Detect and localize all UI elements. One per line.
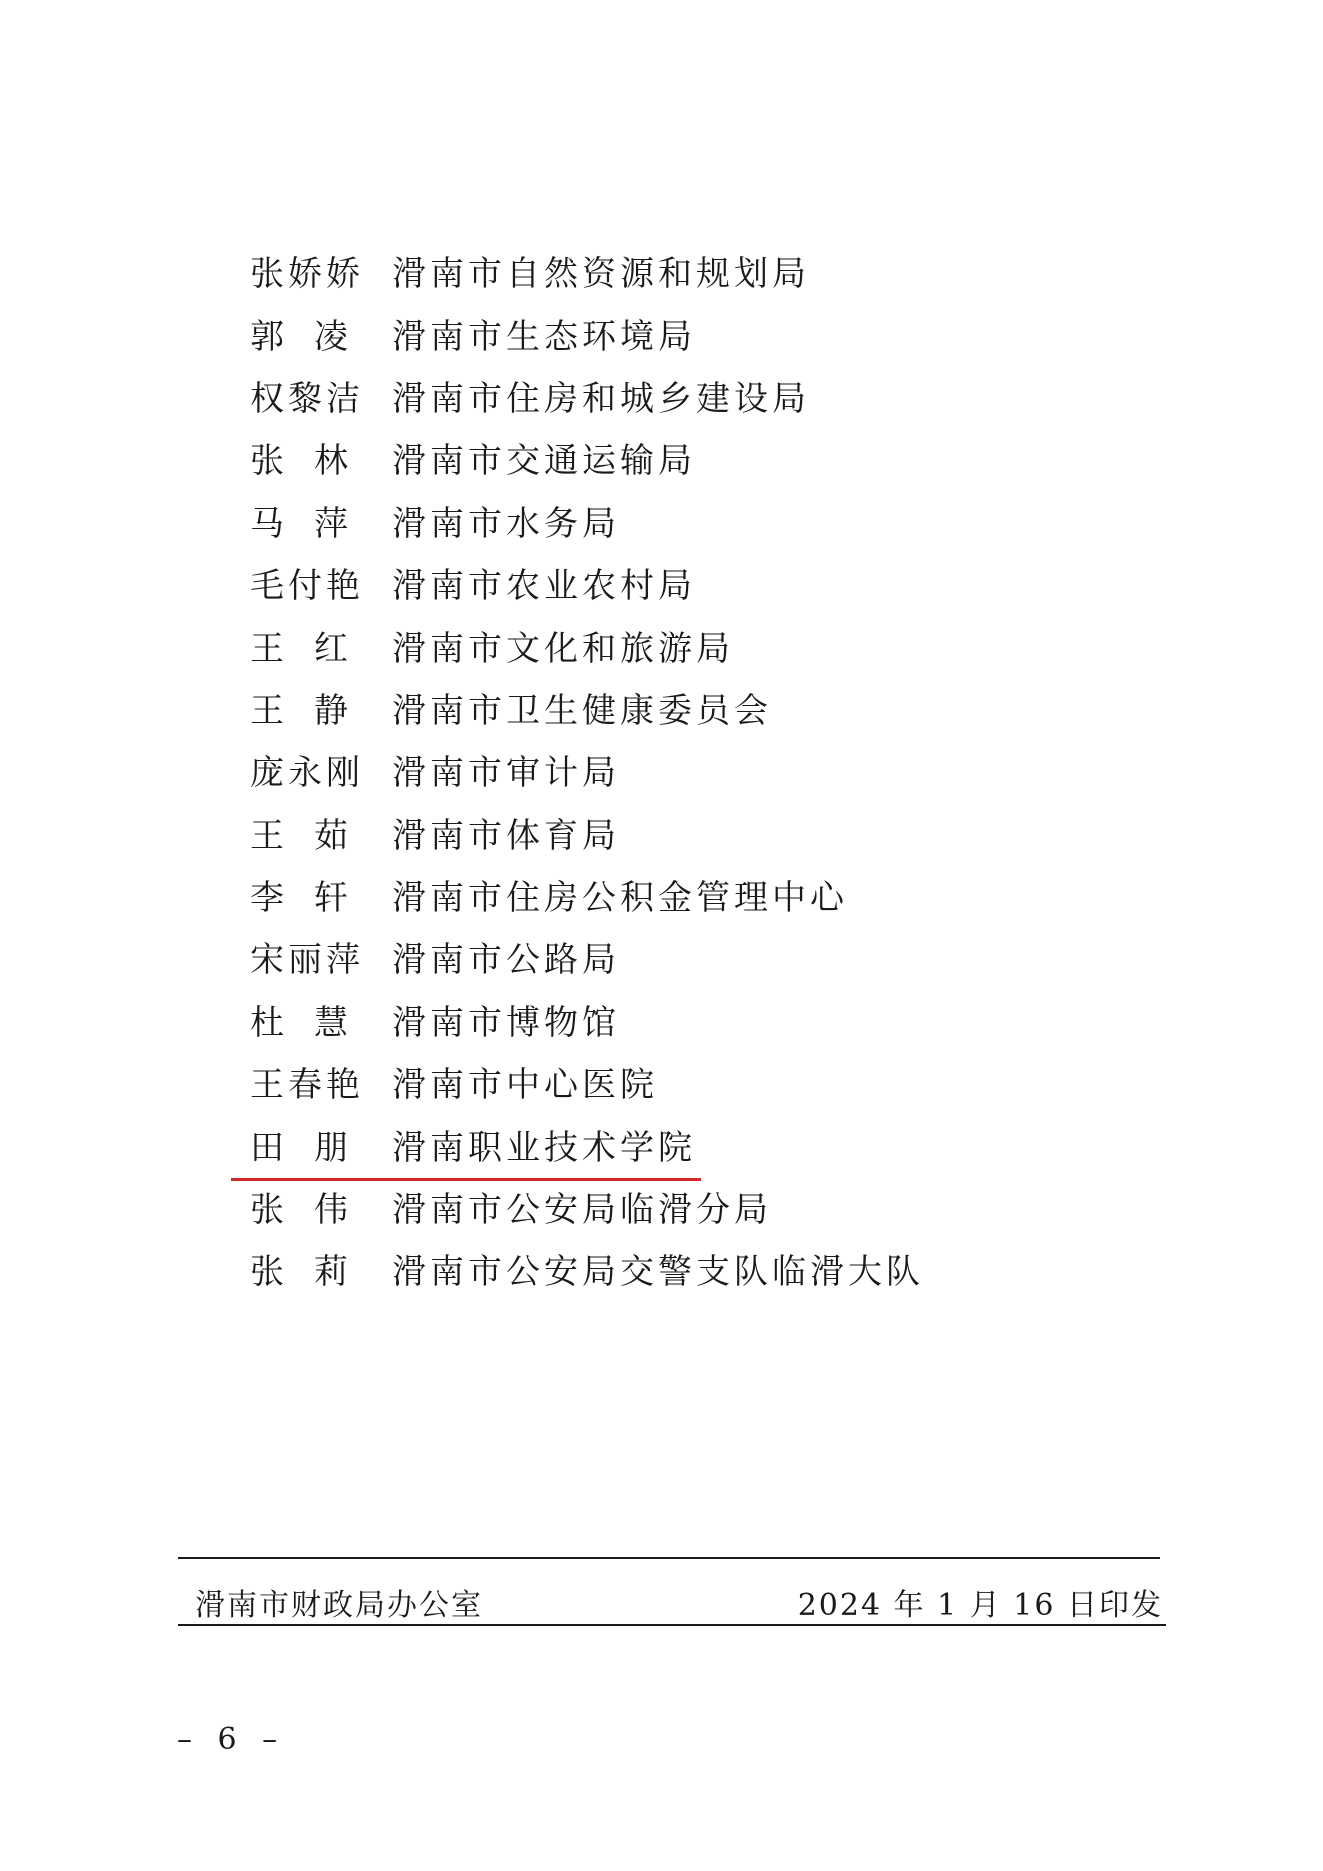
footer-rule-top <box>178 1557 1160 1559</box>
recipient-organization: 滑南市住房和城乡建设局 <box>392 378 810 419</box>
recipient-name <box>250 992 352 1054</box>
page-number: – 6 – <box>177 1722 286 1757</box>
recipient-organization: 滑南市公安局临滑分局 <box>392 1190 772 1231</box>
recipient-name <box>250 1117 352 1179</box>
recipient-row <box>250 430 1050 492</box>
recipient-name-char: 永 <box>288 753 326 794</box>
recipient-name <box>250 368 392 430</box>
recipient-row <box>250 1116 1050 1178</box>
footer-rule-bottom <box>178 1624 1166 1626</box>
recipient-organization: 滑南市卫生健康委员会 <box>392 690 772 731</box>
recipient-name <box>250 742 392 804</box>
recipient-organization: 滑南市公路局 <box>392 940 620 981</box>
recipient-name <box>250 867 352 929</box>
recipient-name-char: 伟 <box>314 1190 352 1231</box>
recipient-name-char: 萍 <box>314 503 352 544</box>
recipient-name-char: 王 <box>250 628 288 669</box>
recipient-row <box>250 805 1050 867</box>
recipient-name-char: 张 <box>250 1252 288 1293</box>
recipient-name-char: 张 <box>250 1190 288 1231</box>
recipient-row <box>250 368 1050 430</box>
recipient-organization: 滑南市生态环境局 <box>392 316 696 357</box>
recipient-row <box>250 742 1050 804</box>
recipient-name-char: 王 <box>250 690 288 731</box>
issue-date: 2024 年 1 月 16 日印发 <box>797 1588 1163 1623</box>
recipient-organization: 滑南市审计局 <box>392 753 620 794</box>
recipient-name-char: 王 <box>250 815 288 856</box>
recipient-name-char: 马 <box>250 503 288 544</box>
recipient-row <box>250 929 1050 991</box>
recipient-name <box>250 243 392 305</box>
recipient-name <box>250 430 352 492</box>
recipient-name-char: 娇 <box>288 254 326 295</box>
recipient-name-char: 红 <box>314 628 352 669</box>
recipient-name <box>250 1179 352 1241</box>
recipient-row <box>250 1241 1050 1303</box>
recipient-organization: 滑南市农业农村局 <box>392 566 696 607</box>
recipient-name <box>250 805 352 867</box>
recipient-name-char: 娇 <box>326 254 364 295</box>
recipient-name-char: 艳 <box>326 566 364 607</box>
recipient-row <box>250 1054 1050 1116</box>
recipient-row <box>250 493 1050 555</box>
recipient-row <box>250 1179 1050 1241</box>
recipient-name-char: 萍 <box>326 940 364 981</box>
red-underline-annotation <box>231 1178 701 1181</box>
recipient-name-char: 杜 <box>250 1002 288 1043</box>
recipient-name <box>250 1054 392 1116</box>
recipient-organization: 滑南职业技术学院 <box>392 1127 696 1168</box>
recipient-row <box>250 555 1050 617</box>
recipient-name-char: 李 <box>250 878 288 919</box>
recipient-name-char: 田 <box>250 1127 288 1168</box>
recipient-name-char: 宋 <box>250 940 288 981</box>
recipient-organization: 滑南市文化和旅游局 <box>392 628 734 669</box>
recipient-name-char: 春 <box>288 1065 326 1106</box>
recipient-row <box>250 680 1050 742</box>
recipient-name-char: 林 <box>314 441 352 482</box>
recipient-name-char: 张 <box>250 441 288 482</box>
recipient-name-char: 郭 <box>250 316 288 357</box>
recipient-row <box>250 617 1050 679</box>
recipient-name <box>250 1241 352 1303</box>
recipient-organization: 滑南市交通运输局 <box>392 441 696 482</box>
recipient-organization: 滑南市住房公积金管理中心 <box>392 878 848 919</box>
issuance-footer <box>195 1586 1163 1626</box>
recipient-name <box>250 306 352 368</box>
recipient-name-char: 毛 <box>250 566 288 607</box>
recipient-row <box>250 992 1050 1054</box>
recipient-organization: 滑南市中心医院 <box>392 1065 658 1106</box>
recipient-name <box>250 929 392 991</box>
recipient-organization: 滑南市博物馆 <box>392 1002 620 1043</box>
recipient-name <box>250 680 352 742</box>
recipient-row <box>250 867 1050 929</box>
recipient-name-char: 轩 <box>314 878 352 919</box>
recipient-row <box>250 305 1050 367</box>
recipient-name-char: 王 <box>250 1065 288 1106</box>
recipient-list <box>250 243 1050 1304</box>
recipient-organization: 滑南市公安局交警支队临滑大队 <box>392 1252 924 1293</box>
recipient-organization: 滑南市自然资源和规划局 <box>392 254 810 295</box>
recipient-name-char: 付 <box>288 566 326 607</box>
recipient-name-char: 慧 <box>314 1002 352 1043</box>
recipient-name-char: 朋 <box>314 1127 352 1168</box>
recipient-name-char: 丽 <box>288 940 326 981</box>
recipient-name <box>250 555 392 617</box>
recipient-name-char: 艳 <box>326 1065 364 1106</box>
recipient-name-char: 洁 <box>326 378 364 419</box>
recipient-row <box>250 243 1050 305</box>
recipient-organization: 滑南市体育局 <box>392 815 620 856</box>
recipient-name <box>250 618 352 680</box>
recipient-name-char: 黎 <box>288 378 326 419</box>
recipient-name-char: 庞 <box>250 753 288 794</box>
issuer-office: 滑南市财政局办公室 <box>195 1588 483 1623</box>
recipient-name-char: 张 <box>250 254 288 295</box>
recipient-organization: 滑南市水务局 <box>392 503 620 544</box>
recipient-name-char: 茹 <box>314 815 352 856</box>
recipient-name-char: 权 <box>250 378 288 419</box>
recipient-name-char: 凌 <box>314 316 352 357</box>
recipient-name-char: 莉 <box>314 1252 352 1293</box>
recipient-name-char: 静 <box>314 690 352 731</box>
recipient-name <box>250 493 352 555</box>
recipient-name-char: 刚 <box>326 753 364 794</box>
